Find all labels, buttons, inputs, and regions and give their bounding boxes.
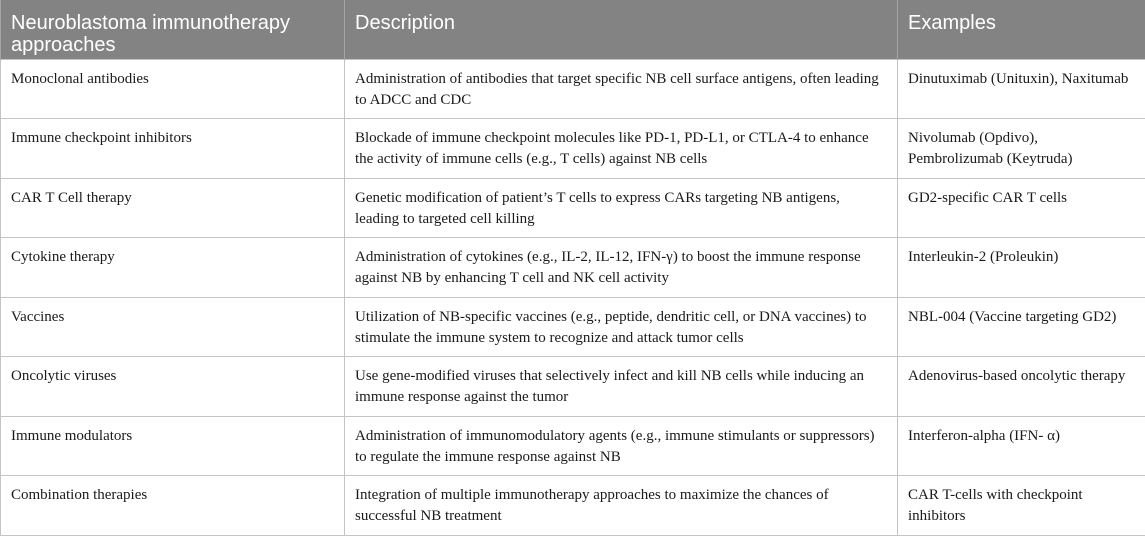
column-header-approach: Neuroblastoma immunotherapy approaches [1,0,345,59]
examples-cell: Interleukin-2 (Proleukin) [898,238,1145,298]
examples-cell: Dinutuximab (Unituxin), Naxitumab [898,59,1145,119]
approach-cell: Vaccines [1,297,345,357]
examples-cell: GD2-specific CAR T cells [898,178,1145,238]
description-cell: Use gene-modified viruses that selectively infect and kill NB cells while inducing an immune response against the tumor [345,357,898,417]
table-row [1,476,1145,536]
table-row [1,297,1145,357]
table-body [1,59,1145,535]
description-cell: Utilization of NB-specific vaccines (e.g., peptide, dendritic cell, or DNA vaccines) to stimulate the immune system to recognize and attack tumor cells [345,297,898,357]
description-cell: Integration of multiple immunotherapy approaches to maximize the chances of successful NB treatment [345,476,898,536]
column-header-description: Description [345,0,898,59]
description-cell: Administration of cytokines (e.g., IL-2, IL-12, IFN-γ) to boost the immune response against NB by enhancing T cell and NK cell activity [345,238,898,298]
column-header-examples: Examples [898,0,1145,59]
examples-cell: Adenovirus-based oncolytic therapy [898,357,1145,417]
approach-cell: Immune checkpoint inhibitors [1,119,345,179]
description-cell: Administration of antibodies that target specific NB cell surface antigens, often leading to ADCC and CDC [345,59,898,119]
table-row [1,357,1145,417]
description-cell: Administration of immunomodulatory agents (e.g., immune stimulants or suppressors) to regulate the immune response against NB [345,416,898,476]
examples-cell: NBL-004 (Vaccine targeting GD2) [898,297,1145,357]
examples-cell: CAR T-cells with checkpoint inhibitors [898,476,1145,536]
table-header [1,0,1145,59]
table-row [1,416,1145,476]
description-cell: Blockade of immune checkpoint molecules like PD-1, PD-L1, or CTLA-4 to enhance the activity of immune cells (e.g., T cells) against NB cells [345,119,898,179]
approach-cell: Immune modulators [1,416,345,476]
approach-cell: Combination therapies [1,476,345,536]
examples-cell: Interferon-alpha (IFN- α) [898,416,1145,476]
examples-cell: Nivolumab (Opdivo), Pembrolizumab (Keytruda) [898,119,1145,179]
approach-cell: CAR T Cell therapy [1,178,345,238]
table-row [1,59,1145,119]
description-cell: Genetic modification of patient’s T cells to express CARs targeting NB antigens, leading to targeted cell killing [345,178,898,238]
table-row [1,178,1145,238]
approach-cell: Cytokine therapy [1,238,345,298]
approach-cell: Monoclonal antibodies [1,59,345,119]
header-row [1,0,1145,59]
table-row [1,238,1145,298]
approach-cell: Oncolytic viruses [1,357,345,417]
table-row [1,119,1145,179]
